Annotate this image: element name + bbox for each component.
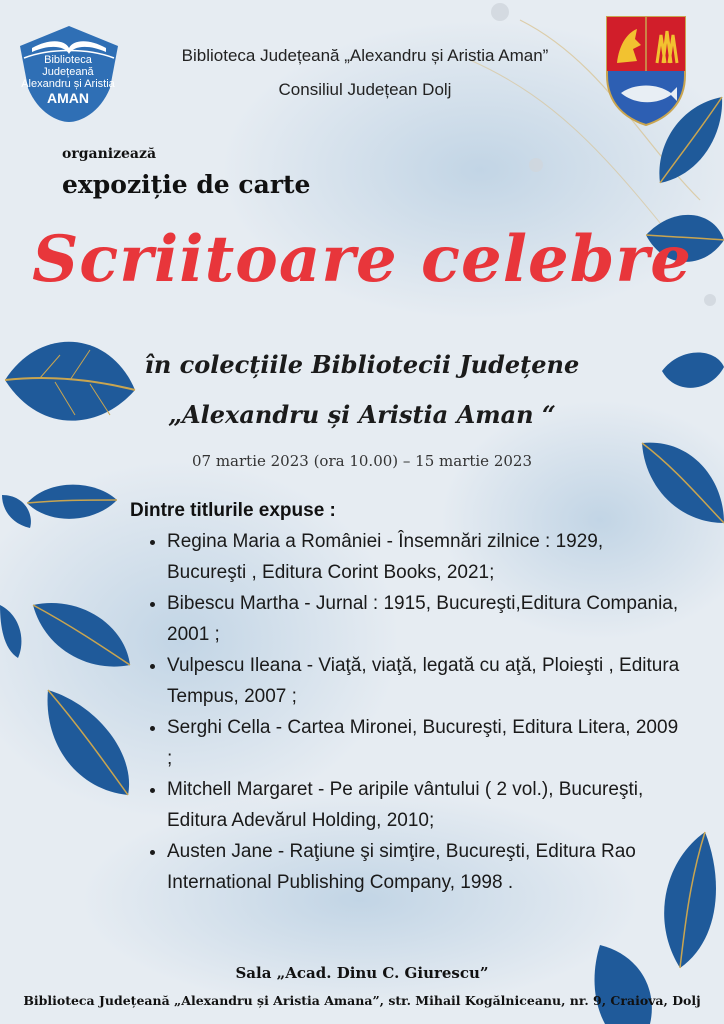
exhibition-dates: 07 martie 2023 (ora 10.00) – 15 martie 2023: [191, 452, 533, 470]
book-list: [145, 526, 687, 898]
institution-name: Biblioteca Județeană „Alexandru și Aristia Aman”: [181, 46, 549, 65]
list-item: • Bibescu Martha - Jurnal : 1915, Bucureşti,Editura Compania, 2001 ;: [167, 588, 687, 650]
leaf-decoration-left-lower1: [30, 595, 135, 675]
list-item: • Serghi Cella - Cartea Mironei, Bucureşti, Editura Litera, 2009 ;: [167, 712, 687, 774]
subtitle-line2: „Alexandru și Aristia Aman “: [168, 400, 556, 429]
list-item: • Austen Jane - Raţiune şi simţire, Bucureşti, Editura Rao International Publishing Company, 1998 .: [167, 836, 687, 898]
exhibition-title: Scriitoare celebre: [32, 222, 692, 297]
leaf-decoration-left-small: [0, 490, 36, 530]
logo-label: [18, 54, 118, 90]
coat-of-arms-icon: [605, 15, 687, 127]
leaf-decoration-left-lower2: [0, 600, 28, 660]
county-council: Consiliul Județean Dolj: [278, 80, 452, 99]
logo-line2: Alexandru și Aristia: [21, 78, 115, 90]
leaf-decoration-left-mid: [25, 478, 120, 528]
library-address: Biblioteca Județeană „Alexandru și Aristia Amana”, str. Mihail Kogălniceanu, nr. 9, Craiova, Dolj: [23, 993, 701, 1008]
leaf-decoration-left-bottom: [38, 685, 138, 800]
list-item: • Mitchell Margaret - Pe aripile vântului ( 2 vol.), Bucureşti, Editura Adevărul Holding, 2010;: [167, 774, 687, 836]
subtitle-line1: în colecțiile Bibliotecii Județene: [144, 350, 580, 379]
leaf-decoration-right-bottom2: [590, 940, 660, 1024]
list-item: • Regina Maria a României - Însemnări zilnice : 1929, Bucureşti , Editura Corint Books, 2021;: [167, 526, 687, 588]
organizes-label: organizează: [62, 146, 157, 162]
event-type: expoziție de carte: [62, 170, 311, 199]
logo-line1: Biblioteca Județeană: [42, 54, 94, 78]
list-item: • Vulpescu Ileana - Viaţă, viaţă, legată cu aţă, Ploieşti , Editura Tempus, 2007 ;: [167, 650, 687, 712]
books-heading: Dintre titlurile expuse :: [130, 500, 336, 521]
logo-name: AMAN: [47, 90, 89, 106]
hall-name: Sala „Acad. Dinu C. Giurescu”: [235, 964, 489, 982]
